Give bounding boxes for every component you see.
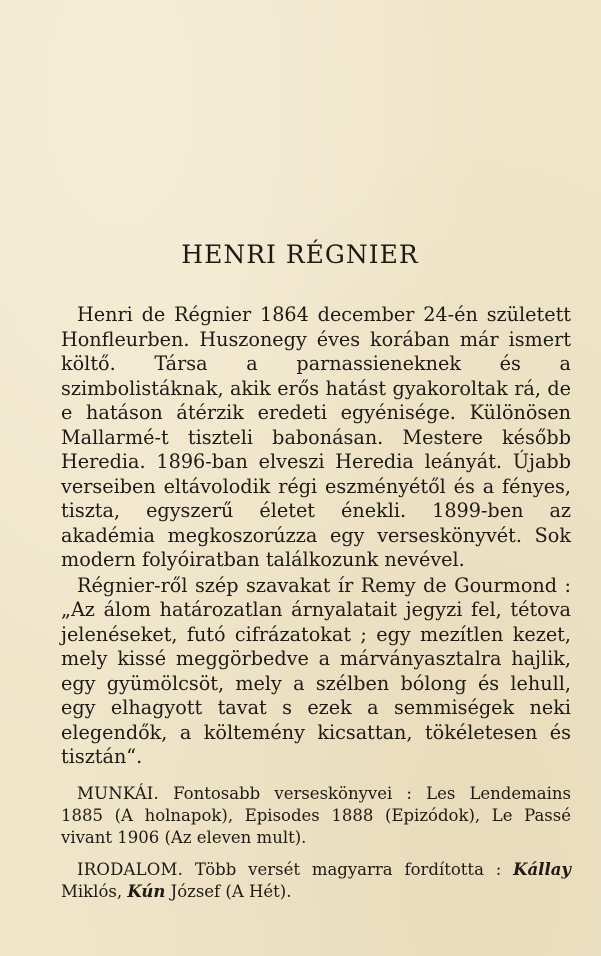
works-paragraph (61, 783, 571, 849)
literature-text-after: József (A Hét). (165, 881, 292, 901)
page (61, 240, 571, 903)
translator-name: Kállay (513, 859, 571, 879)
literature-label: IRODALOM. (77, 859, 184, 879)
biography-paragraph: Régnier-ről szép szavakat ír Remy de Gourmond : „Az álom határozatlan árnyalatait jegyzi fel, tétova jelenéseket, futó cifrázatokat ; egy mezítlen kezet, mely kissé meggörbedve a márványasztalra hajlik, egy gyümölcsöt, mely a szélben bólong és lehull, egy elhagyott tavat s ezek a semmiségek neki elegendők, a költemény kicsattan, tökéletesen és tisztán“. (61, 573, 571, 768)
biography-paragraph: Henri de Régnier 1864 december 24-én született Honfleurben. Huszonegy éves korában már ismert költő. Társa a parnassieneknek és a szimbolistáknak, akik erős hatást gyakoroltak rá, de e hatáson átérzik eredeti egyénisége. Különösen Mallarmé-t tiszteli babonásan. Mestere később Heredia. 1896-ban elveszi Heredia leányát. Újabb verseiben eltávolodik régi eszményétől és a fényes, tiszta, egyszerű életet énekli. 1899-ben az akadémia megkoszorúzza egy verseskönyvét. Sok modern folyóiratban találkozunk nevével. (61, 303, 571, 571)
works-label: MUNKÁI. (77, 783, 159, 803)
page-title: HENRI RÉGNIER (181, 240, 419, 269)
literature-text-before: Több versét magyarra fordította : (183, 859, 514, 879)
literature-paragraph (61, 859, 571, 903)
notes (61, 783, 571, 903)
works-text: Fontosabb verseskönyvei : Les Lendemains 1885 (A holnapok), Episodes 1888 (Epizódok), Le Passé vivant 1906 (Az eleven mult). (61, 783, 571, 847)
biography (61, 303, 571, 770)
literature-text-middle: Miklós, (61, 881, 128, 901)
translator-name: Kún (127, 881, 166, 901)
